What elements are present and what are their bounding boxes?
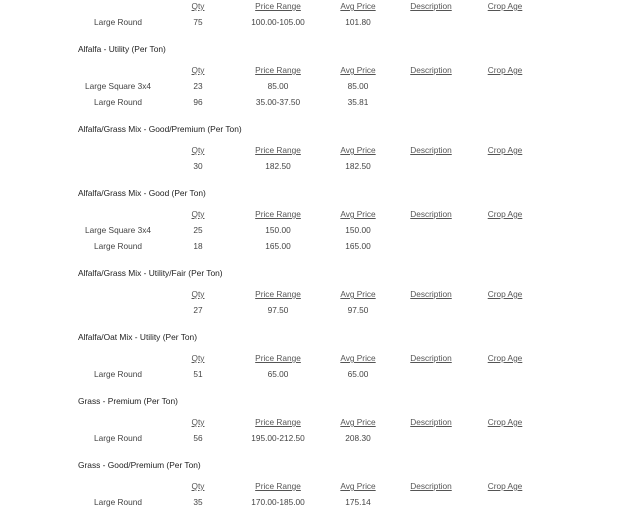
cell-avg-price: 182.50 bbox=[345, 161, 371, 171]
cell-qty: 23 bbox=[193, 81, 203, 91]
column-header-price-range: Price Range bbox=[255, 353, 301, 363]
column-header-description: Description bbox=[410, 145, 452, 155]
cell-qty: 75 bbox=[193, 17, 203, 27]
cell-price-range: 35.00-37.50 bbox=[255, 97, 301, 107]
cell-type: Large Round bbox=[94, 97, 142, 107]
cell-avg-price: 35.81 bbox=[347, 97, 369, 107]
column-header-avg-price: Avg Price bbox=[340, 289, 376, 299]
column-header-qty: Qty bbox=[191, 289, 205, 299]
cell-qty: 35 bbox=[193, 497, 203, 507]
column-header-avg-price: Avg Price bbox=[340, 353, 376, 363]
cell-qty: 25 bbox=[193, 225, 203, 235]
column-header-avg-price: Avg Price bbox=[340, 65, 376, 75]
cell-price-range: 85.00 bbox=[267, 81, 289, 91]
cell-qty: 18 bbox=[193, 241, 203, 251]
column-header-qty: Qty bbox=[191, 481, 205, 491]
column-header-crop-age: Crop Age bbox=[487, 289, 523, 299]
column-header-description: Description bbox=[410, 417, 452, 427]
cell-type: Large Round bbox=[94, 241, 142, 251]
column-header-crop-age: Crop Age bbox=[487, 481, 523, 491]
section-title: Alfalfa/Grass Mix - Good/Premium (Per Ton) bbox=[78, 124, 242, 134]
cell-price-range: 97.50 bbox=[267, 305, 289, 315]
cell-type: Large Round bbox=[94, 497, 142, 507]
column-header-avg-price: Avg Price bbox=[340, 145, 376, 155]
section-title: Alfalfa - Utility (Per Ton) bbox=[78, 44, 166, 54]
cell-qty: 51 bbox=[193, 369, 203, 379]
column-header-qty: Qty bbox=[191, 65, 205, 75]
cell-type: Large Round bbox=[94, 369, 142, 379]
column-header-price-range: Price Range bbox=[255, 145, 301, 155]
cell-avg-price: 150.00 bbox=[345, 225, 371, 235]
column-header-description: Description bbox=[410, 65, 452, 75]
cell-price-range: 165.00 bbox=[265, 241, 291, 251]
section-title: Alfalfa/Grass Mix - Good (Per Ton) bbox=[78, 188, 206, 198]
column-header-qty: Qty bbox=[191, 353, 205, 363]
column-header-price-range: Price Range bbox=[255, 1, 301, 11]
column-header-qty: Qty bbox=[191, 417, 205, 427]
column-header-price-range: Price Range bbox=[255, 65, 301, 75]
column-header-price-range: Price Range bbox=[255, 417, 301, 427]
column-header-avg-price: Avg Price bbox=[340, 481, 376, 491]
cell-type: Large Round bbox=[94, 17, 142, 27]
column-header-crop-age: Crop Age bbox=[487, 417, 523, 427]
cell-avg-price: 65.00 bbox=[347, 369, 369, 379]
column-header-avg-price: Avg Price bbox=[340, 417, 376, 427]
cell-price-range: 195.00-212.50 bbox=[251, 433, 305, 443]
column-header-avg-price: Avg Price bbox=[340, 209, 376, 219]
column-header-description: Description bbox=[410, 209, 452, 219]
column-header-crop-age: Crop Age bbox=[487, 209, 523, 219]
cell-avg-price: 165.00 bbox=[345, 241, 371, 251]
cell-qty: 30 bbox=[193, 161, 203, 171]
cell-price-range: 170.00-185.00 bbox=[251, 497, 305, 507]
cell-qty: 56 bbox=[193, 433, 203, 443]
section-title: Grass - Good/Premium (Per Ton) bbox=[78, 460, 201, 470]
column-header-description: Description bbox=[410, 481, 452, 491]
cell-type: Large Square 3x4 bbox=[85, 225, 151, 235]
column-header-description: Description bbox=[410, 1, 452, 11]
cell-type: Large Round bbox=[94, 433, 142, 443]
cell-type: Large Square 3x4 bbox=[85, 81, 151, 91]
column-header-crop-age: Crop Age bbox=[487, 1, 523, 11]
cell-avg-price: 85.00 bbox=[347, 81, 369, 91]
column-header-qty: Qty bbox=[191, 209, 205, 219]
cell-avg-price: 97.50 bbox=[347, 305, 369, 315]
column-header-crop-age: Crop Age bbox=[487, 145, 523, 155]
cell-avg-price: 208.30 bbox=[345, 433, 371, 443]
cell-price-range: 100.00-105.00 bbox=[251, 17, 305, 27]
section-title: Grass - Premium (Per Ton) bbox=[78, 396, 178, 406]
column-header-crop-age: Crop Age bbox=[487, 65, 523, 75]
cell-price-range: 65.00 bbox=[267, 369, 289, 379]
column-header-qty: Qty bbox=[191, 1, 205, 11]
column-header-avg-price: Avg Price bbox=[340, 1, 376, 11]
column-header-description: Description bbox=[410, 353, 452, 363]
column-header-crop-age: Crop Age bbox=[487, 353, 523, 363]
cell-avg-price: 175.14 bbox=[345, 497, 371, 507]
cell-qty: 27 bbox=[193, 305, 203, 315]
column-header-description: Description bbox=[410, 289, 452, 299]
column-header-price-range: Price Range bbox=[255, 209, 301, 219]
column-header-price-range: Price Range bbox=[255, 481, 301, 491]
cell-price-range: 182.50 bbox=[265, 161, 291, 171]
column-header-price-range: Price Range bbox=[255, 289, 301, 299]
section-title: Alfalfa/Oat Mix - Utility (Per Ton) bbox=[78, 332, 197, 342]
cell-price-range: 150.00 bbox=[265, 225, 291, 235]
cell-avg-price: 101.80 bbox=[345, 17, 371, 27]
cell-qty: 96 bbox=[193, 97, 203, 107]
column-header-qty: Qty bbox=[191, 145, 205, 155]
section-title: Alfalfa/Grass Mix - Utility/Fair (Per Ton) bbox=[78, 268, 223, 278]
